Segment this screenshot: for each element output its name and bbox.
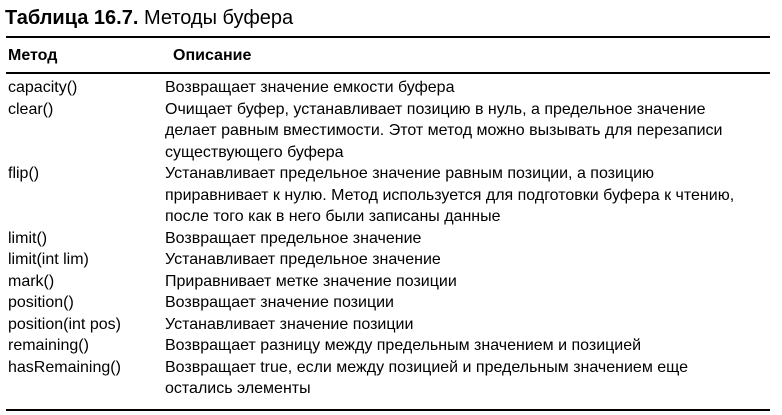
description-line: Очищает буфер, устанавливает позицию в нуль, а предельное значение: [165, 100, 706, 118]
description-line: Устанавливает значение позиции: [165, 315, 414, 333]
description-cell: [165, 249, 765, 271]
method-cell: limit(): [8, 229, 48, 247]
table-row: [0, 357, 782, 400]
method-cell: position(int pos): [8, 315, 121, 333]
method-cell: mark(): [8, 272, 55, 290]
table-row: [0, 292, 782, 314]
method-cell: position(): [8, 294, 74, 311]
method-cell: remaining(): [8, 337, 89, 354]
description-line: приравнивает к нулю. Метод используется для подготовки буфера к чтению,: [165, 186, 735, 204]
caption-label: Таблица 16.7.: [5, 7, 139, 29]
description-line: Возвращает предельное значение: [165, 229, 422, 247]
description-cell: [165, 292, 765, 314]
table-row: [0, 335, 782, 357]
description-cell: [165, 335, 765, 357]
table-bottom-rule: [6, 409, 770, 411]
description-line: Приравнивает метке значение позиции: [165, 272, 457, 290]
description-cell: [165, 228, 765, 250]
description-line: Возвращает значение емкости буфера: [165, 79, 455, 96]
caption-title: Методы буфера: [143, 7, 294, 29]
header-method: Метод: [8, 47, 58, 64]
method-cell: limit(int lim): [8, 251, 89, 268]
description-cell: [165, 163, 765, 228]
table-row: [0, 99, 782, 164]
description-line: Устанавливает предельное значение: [165, 251, 441, 268]
table-row: [0, 228, 782, 250]
description-line: Возвращает значение позиции: [165, 294, 394, 311]
method-cell: clear(): [8, 100, 54, 118]
description-cell: [165, 314, 765, 336]
table-header-rule: [6, 72, 770, 74]
table-row: [0, 77, 782, 99]
description-line: Возвращает разницу между предельным значением и позицией: [165, 337, 642, 354]
method-cell: flip(): [8, 165, 40, 182]
description-cell: [165, 99, 765, 164]
description-cell: [165, 77, 765, 99]
table-row: [0, 163, 782, 228]
description-line: остались элементы: [165, 380, 311, 397]
table-top-rule: [6, 36, 770, 38]
method-cell: hasRemaining(): [8, 358, 121, 376]
description-cell: [165, 271, 765, 293]
description-line: Возвращает true, если между позицией и предельным значением еще: [165, 358, 689, 376]
table-caption: [5, 6, 293, 30]
header-description: Описание: [173, 47, 252, 64]
description-cell: [165, 357, 765, 400]
table-row: [0, 314, 782, 336]
description-line: Устанавливает предельное значение равным позиции, а позицию: [165, 165, 655, 182]
table-body: [0, 77, 782, 400]
description-line: делает равным вместимости. Этот метод можно вызывать для перезаписи: [165, 122, 723, 139]
description-line: существующего буфера: [165, 143, 344, 161]
description-line: после того как в него были записаны данные: [165, 208, 501, 225]
method-cell: capacity(): [8, 79, 78, 96]
table-row: [0, 271, 782, 293]
table-row: [0, 249, 782, 271]
